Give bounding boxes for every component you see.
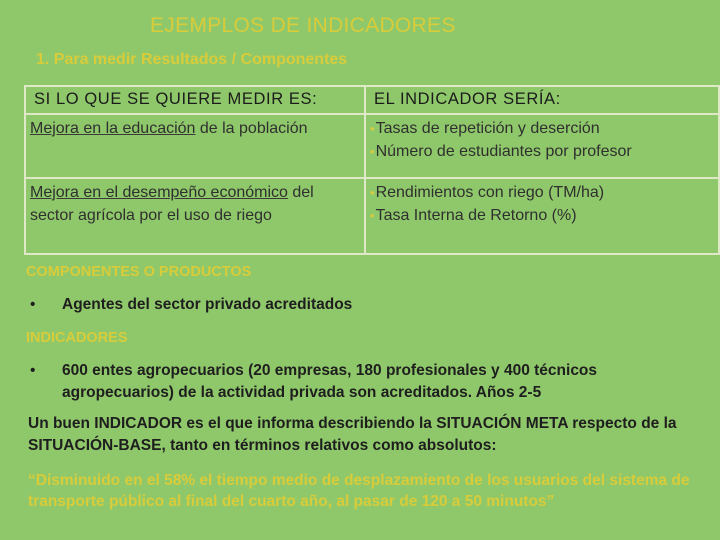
indicator-item [370,140,714,163]
header-measure: SI LO QUE SE QUIERE MEDIR ES: [25,86,365,114]
indicator-text: Número de estudiantes por profesor [375,143,632,160]
slide-title: EJEMPLOS DE INDICADORES [150,14,456,37]
components-item-text: Agentes del sector privado acreditados [62,296,353,313]
indicator-item [370,181,714,204]
indicator-cell [365,114,719,178]
components-heading: COMPONENTES O PRODUCTOS [26,264,252,280]
indicator-cell [365,178,719,254]
slide-subtitle: 1. Para medir Resultados / Componentes [36,51,348,68]
measure-cell [25,178,365,254]
table-row [25,178,719,254]
measure-underlined-text: Mejora en el desempeño económico [30,184,288,201]
indicators-table [24,85,720,255]
measure-text: de la población [195,120,308,137]
table-row [25,114,719,178]
bullet-dot: • [30,362,36,379]
indicator-text: Tasas de repetición y deserción [375,120,600,137]
measure-underlined-text: Mejora en la educación [30,120,196,137]
measure-text: del sector agrícola por el uso de riego [30,184,314,224]
bullet-dot: • [370,208,375,223]
indicator-text: Rendimientos con riego (TM/ha) [375,184,605,201]
bullet-dot: • [370,185,375,200]
indicator-text: Tasa Interna de Retorno (%) [375,207,577,224]
indicators-list-item [26,360,706,404]
indicators-heading: INDICADORES [26,330,128,346]
example-quote: “Disminuido en el 58% el tiempo medio de desplazamiento de los usuarios del sistema de transporte público al final del cuarto año, al pasar de 120 a 50 minutos” [28,472,690,510]
components-list-item [26,294,706,316]
table-header-row [25,86,719,114]
explanation-paragraph: Un buen INDICADOR es el que informa describiendo la SITUACIÓN META respecto de la SITUACIÓN-BASE, tanto en términos relativos como absolutos: [28,415,677,454]
indicators-item-text: 600 entes agropecuarios (20 empresas, 180 profesionales y 400 técnicos agropecuarios) de la actividad privada son acreditados. Años 2-5 [62,362,598,401]
bullet-dot: • [370,121,375,136]
bullet-dot: • [370,144,375,159]
indicator-item [370,117,714,140]
header-indicator: EL INDICADOR SERÍA: [365,86,719,114]
bullet-dot: • [30,296,36,313]
indicator-item [370,204,714,227]
measure-cell [25,114,365,178]
